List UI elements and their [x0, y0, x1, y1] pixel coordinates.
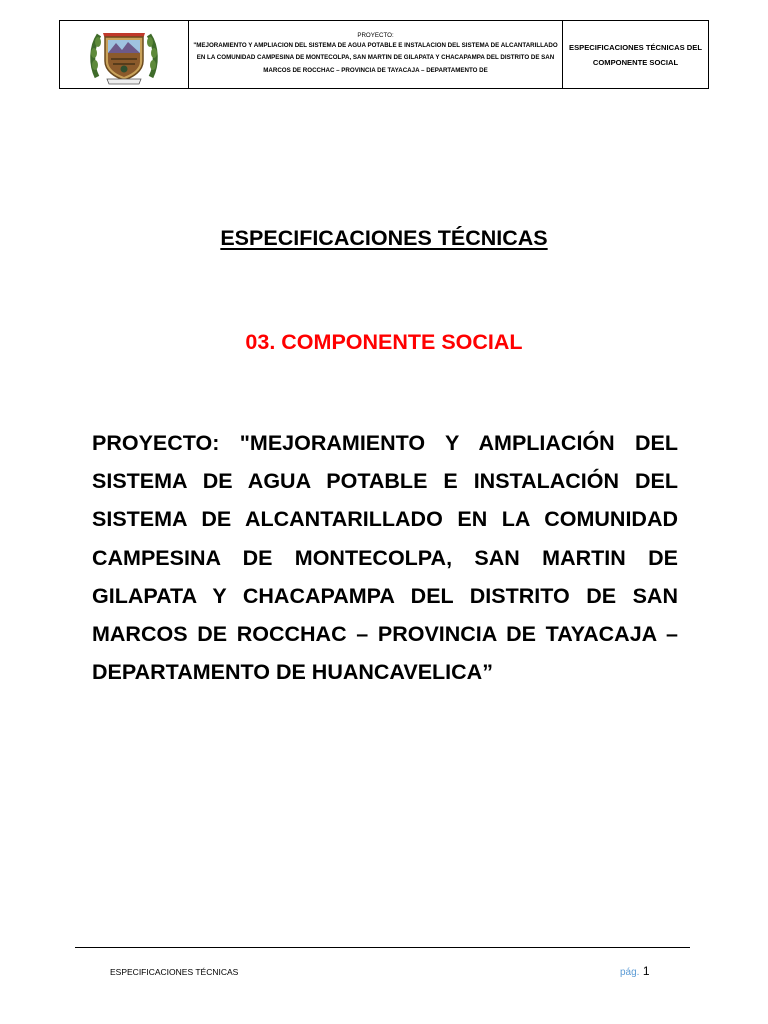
- logo-cell: [60, 21, 189, 89]
- header-project-cell: [189, 21, 563, 89]
- page-label: pág.: [620, 967, 640, 978]
- header-spec-cell: [563, 21, 709, 89]
- footer-document-name: ESPECIFICACIONES TÉCNICAS: [110, 967, 239, 977]
- footer-page-indicator: [620, 964, 650, 978]
- document-title: ESPECIFICACIONES TÉCNICAS: [220, 226, 548, 250]
- page-number: 1: [642, 964, 650, 978]
- header-spec-text: ESPECIFICACIONES TÉCNICAS DEL COMPONENTE SOCIAL: [569, 42, 702, 67]
- project-statement: PROYECTO: "MEJORAMIENTO Y AMPLIACIÓN DEL SISTEMA DE AGUA POTABLE E INSTALACIÓN DEL SISTEMA DE ALCANTARILLADO EN LA COMUNIDAD CAMPESINA DE MONTECOLPA, SAN MARTIN DE GILAPATA Y CHACAPAMPA DEL DISTRITO DE SAN MARCOS DE ROCCHAC – PROVINCIA DE TAYACAJA – DEPARTAMENTO DE HUANCAVELICA”: [92, 431, 678, 685]
- footer-divider: [75, 947, 690, 948]
- header-project-text: "MEJORAMIENTO Y AMPLIACION DEL SISTEMA DE AGUA POTABLE E INSTALACION DEL SISTEMA DE ALCANTARILLADO EN LA COMUNIDAD CAMPESINA DE MONTECOLPA, SAN MARTIN DE GILAPATA Y CHACAPAMPA DEL DISTRITO DE SAN MARCOS DE ROCCHAC – PROVINCIA DE TAYACAJA – DEPARTAMENTO DE: [193, 41, 558, 74]
- page-header: [59, 20, 709, 89]
- header-project-label: PROYECTO:: [357, 31, 394, 39]
- municipal-coat-of-arms-icon: [89, 25, 159, 85]
- section-title: 03. COMPONENTE SOCIAL: [245, 330, 523, 354]
